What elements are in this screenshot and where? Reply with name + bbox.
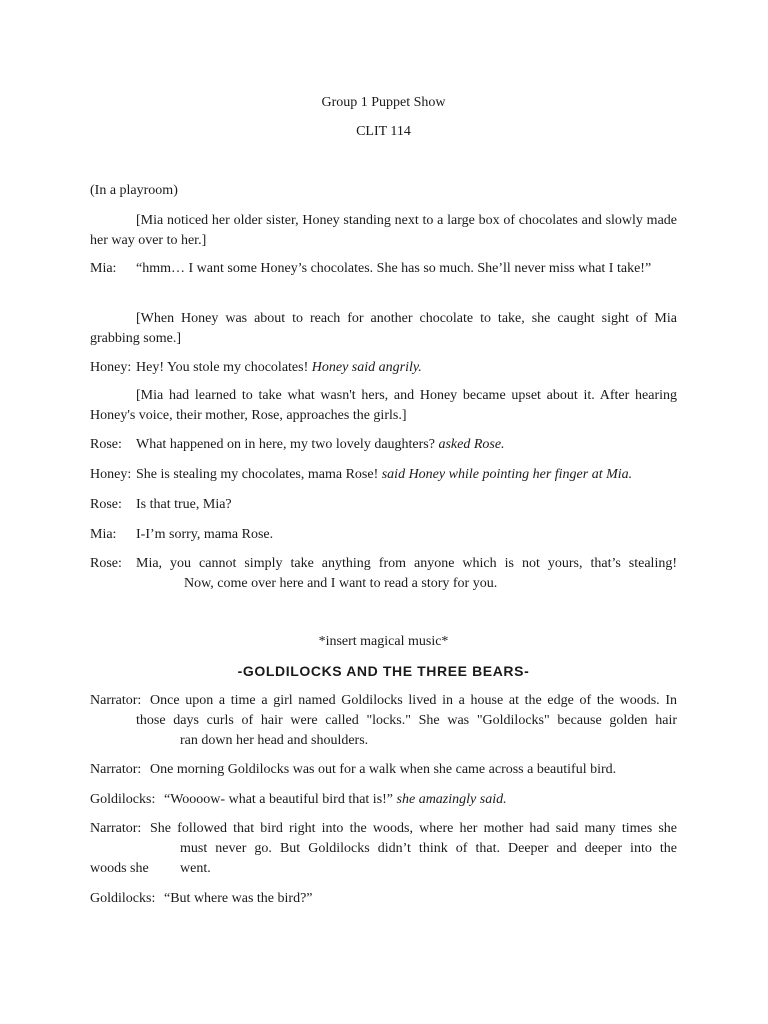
dialogue-mia-2 (90, 525, 677, 545)
dialogue-text: I-I’m sorry, mama Rose. (136, 527, 274, 542)
speaker-label: Honey: (90, 360, 132, 375)
narration-line: She followed that bird right into the woods, where her mother had said many times she (150, 821, 677, 836)
narration-text: One morning Goldilocks was out for a walk when she came across a beautiful bird. (150, 762, 617, 777)
speaker-label: Rose: (90, 556, 122, 571)
narration-line: must never go. But Goldilocks didn’t think of that. Deeper and deeper into the (180, 841, 677, 856)
speaker-label: Goldilocks: (90, 891, 156, 906)
story-title: -GOLDILOCKS AND THE THREE BEARS- (237, 663, 530, 679)
speaker-label: Narrator: (90, 693, 142, 708)
dialogue-goldilocks-1 (90, 790, 677, 810)
narration-text (150, 819, 677, 839)
dialogue-text: “But where was the bird?” (164, 891, 313, 906)
narration-1 (90, 691, 677, 751)
dialogue-goldilocks-2 (90, 889, 677, 909)
speaker-label: Mia: (90, 261, 117, 276)
dialogue-mia-1 (90, 259, 677, 299)
speaker-label: Honey: (90, 467, 132, 482)
spoken-line: “Woooow- what a beautiful bird that is!” (164, 792, 397, 807)
speaker-label: Rose: (90, 497, 122, 512)
spoken-line: What happened on in here, my two lovely daughters? (136, 437, 439, 452)
dialogue-text: “hmm… I want some Honey’s chocolates. She has so much. She’ll never miss what I take!” (136, 261, 652, 276)
speaker-label: Narrator: (90, 762, 142, 777)
narration-line: ran down her head and shoulders. (180, 733, 369, 748)
narration-3 (90, 819, 677, 879)
spoken-line: Hey! You stole my chocolates! (136, 360, 312, 375)
narration-line: Once upon a time a girl named Goldilocks lived in a house at the edge of the woods. In (150, 693, 677, 708)
dialogue-rose-2 (90, 495, 677, 515)
narration-text (136, 711, 677, 751)
narration-line: woods she (90, 861, 149, 876)
stage-note: said Honey while pointing her finger at Mia. (381, 467, 633, 482)
stage-direction-1: [Mia noticed her older sister, Honey standing next to a large box of chocolates and slowly made her way over to her.] (90, 213, 677, 248)
stage-note: she amazingly said. (396, 792, 507, 807)
music-cue: *insert magical music* (318, 634, 449, 649)
narration-line: those days curls of hair were called "locks." She was "Goldilocks" because golden hair (136, 713, 677, 728)
dialogue-line: Mia, you cannot simply take anything from anyone which is not yours, that’s stealing! (136, 556, 677, 571)
dialogue-line: Now, come over here and I want to read a story for you. (184, 576, 498, 591)
narration-2 (90, 760, 677, 780)
dialogue-honey-1 (90, 358, 677, 378)
dialogue-text (136, 554, 677, 594)
speaker-label: Mia: (90, 527, 117, 542)
dialogue-text: Is that true, Mia? (136, 497, 232, 512)
dialogue-honey-2 (90, 465, 677, 485)
narration-text (180, 839, 677, 859)
stage-direction-3: [Mia had learned to take what wasn't hers, and Honey became upset about it. After hearing Honey's voice, their mother, Rose, approaches the girls.] (90, 388, 677, 423)
setting-line: (In a playroom) (90, 183, 178, 198)
stage-note: asked Rose. (438, 437, 505, 452)
speaker-label: Goldilocks: (90, 792, 156, 807)
narration-text (150, 691, 677, 711)
dialogue-text (136, 435, 505, 455)
speaker-label: Narrator: (90, 821, 142, 836)
stage-note: Honey said angrily. (311, 360, 422, 375)
stage-direction-2: [When Honey was about to reach for another chocolate to take, she caught sight of Mia grabbing some.] (90, 311, 677, 346)
dialogue-rose-1 (90, 435, 677, 455)
spoken-line: She is stealing my chocolates, mama Rose! (136, 467, 382, 482)
dialogue-rose-3 (90, 554, 677, 594)
speaker-label: Rose: (90, 437, 122, 452)
document-title: Group 1 Puppet Show (321, 95, 446, 110)
narration-line: went. (180, 861, 211, 876)
dialogue-text (136, 358, 422, 378)
dialogue-text (164, 790, 507, 810)
document-page (90, 0, 677, 1024)
dialogue-text (136, 465, 632, 485)
course-code: CLIT 114 (356, 124, 411, 139)
